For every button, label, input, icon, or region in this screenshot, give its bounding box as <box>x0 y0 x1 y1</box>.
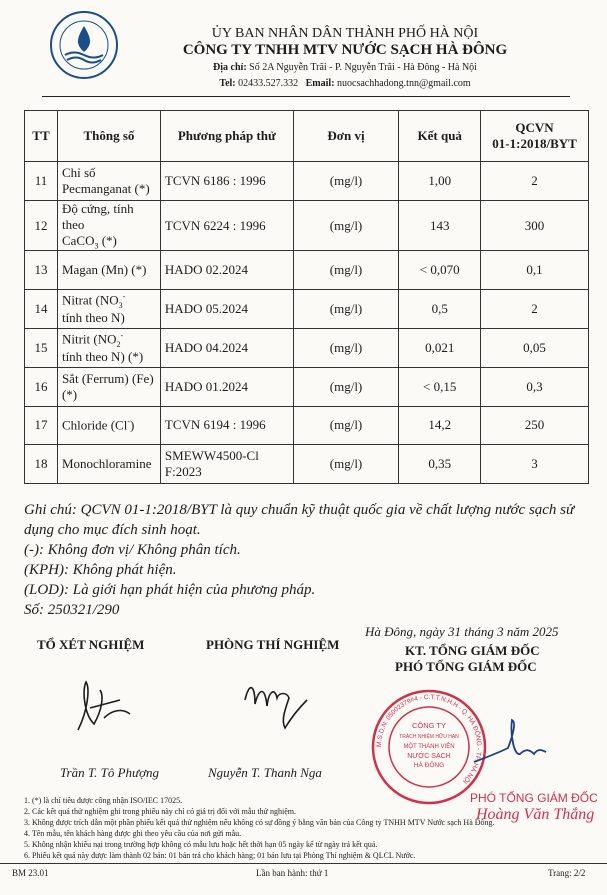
sign-date: Hà Đông, ngày 31 tháng 3 năm 2025 <box>365 624 559 639</box>
note-line-5: (LOD): Là giới hạn phát hiện của phương pháp. <box>24 582 316 598</box>
cell-limit: 3 <box>481 445 589 484</box>
cell-tt: 15 <box>25 328 58 367</box>
cell-param <box>57 162 160 201</box>
pho-title: PHÓ TỔNG GIÁM ĐỐC <box>395 659 537 674</box>
cell-limit: 250 <box>481 406 589 445</box>
stamp-name: Hoàng Văn Thắng <box>476 806 595 823</box>
cell-param: Magan (Mn) (*) <box>57 251 160 290</box>
footer-rule <box>0 863 607 864</box>
cell-result: 143 <box>399 200 481 251</box>
seal-line-5: HÀ ĐÔNG <box>413 762 445 769</box>
cell-result: < 0,070 <box>399 251 481 290</box>
note-line-3: (-): Không đơn vị/ Không phân tích. <box>24 542 241 558</box>
param-line <box>62 292 156 310</box>
form-code: BM 23.01 <box>12 868 49 878</box>
table-row <box>25 290 589 329</box>
seal-line-2: TRÁCH NHIỆM HỮU HẠN <box>399 734 459 740</box>
signature-1 <box>60 670 140 740</box>
header-rule <box>42 96 570 97</box>
cell-param <box>57 406 160 445</box>
company-logo <box>49 10 119 80</box>
cell-method: TCVN 6194 : 1996 <box>160 406 293 445</box>
param-sub: 2 <box>116 339 121 349</box>
cell-tt: 18 <box>25 445 58 484</box>
cell-unit: (mg/l) <box>293 162 399 201</box>
page-number: Trang: 2/2 <box>548 868 586 878</box>
email: nuocsachhadong.tnn@gmail.com <box>337 78 471 89</box>
col-limit <box>481 111 589 162</box>
seal-ring-path: M.S.D.N: 05002379#4 - C.T.T.N.H.H - Q. HÀ ĐÔNG - TP. HÀ NỘI <box>375 693 483 785</box>
cell-limit: 300 <box>481 200 589 251</box>
param-text: Nitrit (NO <box>61 331 117 347</box>
cell-limit: 2 <box>481 290 589 329</box>
col-limit-l1: QCVN <box>515 120 554 135</box>
cell-tt: 11 <box>25 162 58 201</box>
col-unit: Đơn vị <box>293 111 399 162</box>
cell-unit: (mg/l) <box>293 445 399 484</box>
cell-unit: (mg/l) <box>293 290 399 329</box>
param-line <box>62 331 156 349</box>
cell-method: HADO 02.2024 <box>160 251 293 290</box>
cell-tt: 12 <box>25 200 58 251</box>
param-sub: 3 <box>118 301 123 311</box>
param-line: Pecmanganat (*) <box>61 180 150 196</box>
kt-title: KT. TỔNG GIÁM ĐỐC <box>405 643 540 658</box>
tel: 02433.527.332 <box>238 78 299 89</box>
org-name: ỦY BAN NHÂN DÂN THÀNH PHỐ HÀ NỘI <box>211 26 479 41</box>
table-row <box>25 251 589 290</box>
cell-method: TCVN 6186 : 1996 <box>160 162 293 201</box>
col-tt: TT <box>25 111 58 162</box>
param-text: ) <box>129 417 135 433</box>
seal-line-4: NƯỚC SẠCH <box>407 753 451 760</box>
param-sup: - <box>122 292 126 302</box>
cell-limit: 0,05 <box>481 328 589 367</box>
cell-result: 1,00 <box>399 162 481 201</box>
cell-result: 14,2 <box>399 406 481 445</box>
signature-2 <box>225 670 325 740</box>
param-text: (*) <box>98 232 117 248</box>
address-label: Địa chỉ: <box>213 62 247 73</box>
stamp-title: PHÓ TỔNG GIÁM ĐỐC <box>470 791 598 805</box>
email-label: Email: <box>305 78 335 89</box>
param-line: tính theo N) (*) <box>61 348 144 364</box>
note-line-2: dụng cho mục đích sinh hoạt. <box>24 522 201 538</box>
cell-method: HADO 04.2024 <box>160 328 293 367</box>
cell-limit: 0,1 <box>481 251 589 290</box>
param-text: CaCO <box>61 232 95 248</box>
footnote-6: 6. Phiếu kết quả này được làm thành 02 bản: 01 bản trả cho khách hàng; 01 bản lưu tại Phòng Thí nghiệm & QLCL Nước. <box>24 851 416 860</box>
address-line <box>120 62 570 73</box>
table-row <box>25 200 589 251</box>
col-param: Thông số <box>57 111 160 162</box>
col-limit-l2: 01-1:2018/BYT <box>492 136 577 151</box>
cell-param: Sắt (Ferrum) (Fe) (*) <box>57 367 160 406</box>
cell-result: 0,5 <box>399 290 481 329</box>
param-text: Chloride (Cl <box>61 417 128 433</box>
address: Số 2A Nguyễn Trãi - P. Nguyễn Trãi - Hà Đông - Hà Nội <box>249 62 477 73</box>
col-result: Kết quả <box>399 111 481 162</box>
cell-method: HADO 05.2024 <box>160 290 293 329</box>
col-method: Phương pháp thử <box>160 111 293 162</box>
director-signature <box>470 712 550 772</box>
cell-method: SMEWW4500-Cl F:2023 <box>160 445 293 484</box>
cell-result: 0,35 <box>399 445 481 484</box>
company-name: CÔNG TY TNHH MTV NƯỚC SẠCH HÀ ĐÔNG <box>182 42 508 58</box>
cell-tt: 14 <box>25 290 58 329</box>
name-1: Trần T. Tô Phượng <box>60 765 160 780</box>
cell-result: 0,021 <box>399 328 481 367</box>
cell-unit: (mg/l) <box>293 251 399 290</box>
param-sub: 3 <box>94 241 99 251</box>
footnote-3: 3. Không được trích dẫn một phần phiếu kết quả thử nghiệm nếu không có sự đồng ý bằng văn bản của Công ty TNHH MTV Nước sạch Hà Đông. <box>24 818 495 827</box>
cell-tt: 13 <box>25 251 58 290</box>
cell-method: HADO 01.2024 <box>160 367 293 406</box>
cell-unit: (mg/l) <box>293 328 399 367</box>
cell-unit: (mg/l) <box>293 367 399 406</box>
table-header-row <box>25 111 589 162</box>
name-2: Nguyễn T. Thanh Nga <box>208 765 322 780</box>
cell-param <box>57 328 160 367</box>
table-row <box>25 367 589 406</box>
param-line: tính theo N) <box>61 310 125 326</box>
footnote-1: 1. (*) là chỉ tiêu được công nhận ISO/IEC 17025. <box>24 796 183 805</box>
cell-param <box>57 200 160 251</box>
table-row <box>25 406 589 445</box>
contact-line <box>120 78 570 89</box>
cell-unit: (mg/l) <box>293 406 399 445</box>
seal-line-1: CÔNG TY <box>411 721 447 730</box>
cell-limit: 2 <box>481 162 589 201</box>
lab-title: PHÒNG THÍ NGHIỆM <box>206 637 340 652</box>
cell-limit: 0,3 <box>481 367 589 406</box>
cell-unit: (mg/l) <box>293 200 399 251</box>
results-table <box>24 110 589 484</box>
param-line: Chỉ số <box>61 164 96 180</box>
cell-tt: 17 <box>25 406 58 445</box>
footnote-5: 5. Không nhận khiếu nại trong trường hợp không có mẫu lưu hoặc hết thời hạn 05 ngày kể từ ngày trả kết quả. <box>24 840 378 849</box>
edition: Lần ban hành: thứ 1 <box>256 868 329 878</box>
footnote-4: 4. Tên mẫu, tên khách hàng được ghi theo yêu cầu của nơi gửi mẫu. <box>24 829 242 838</box>
table-row <box>25 328 589 367</box>
param-text: Nitrat (NO <box>61 292 119 308</box>
note-line-4: (KPH): Không phát hiện. <box>24 562 177 578</box>
cell-result: < 0,15 <box>399 367 481 406</box>
param-sup: - <box>127 417 130 427</box>
param-line <box>62 233 156 251</box>
cell-tt: 16 <box>25 367 58 406</box>
cell-method: TCVN 6224 : 1996 <box>160 200 293 251</box>
cell-param: Monochloramine <box>57 445 160 484</box>
param-sup: - <box>120 330 124 340</box>
param-line: Độ cứng, tính theo <box>61 200 134 232</box>
table-row <box>25 445 589 484</box>
note-line-1: Ghi chú: QCVN 01-1:2018/BYT là quy chuẩn kỹ thuật quốc gia về chất lượng nước sạch sử <box>24 502 575 518</box>
table-row <box>25 162 589 201</box>
lab-test-title: TỔ XÉT NGHIỆM <box>37 637 145 652</box>
seal-line-3: MỘT THÀNH VIÊN <box>403 744 455 750</box>
footnote-2: 2. Các kết quả thử nghiệm ghi trong phiếu này chỉ có giá trị đối với mẫu thử nghiệm. <box>24 807 296 816</box>
cell-param <box>57 290 160 329</box>
document-number: Số: 250321/290 <box>24 602 120 618</box>
tel-label: Tel: <box>219 78 236 89</box>
